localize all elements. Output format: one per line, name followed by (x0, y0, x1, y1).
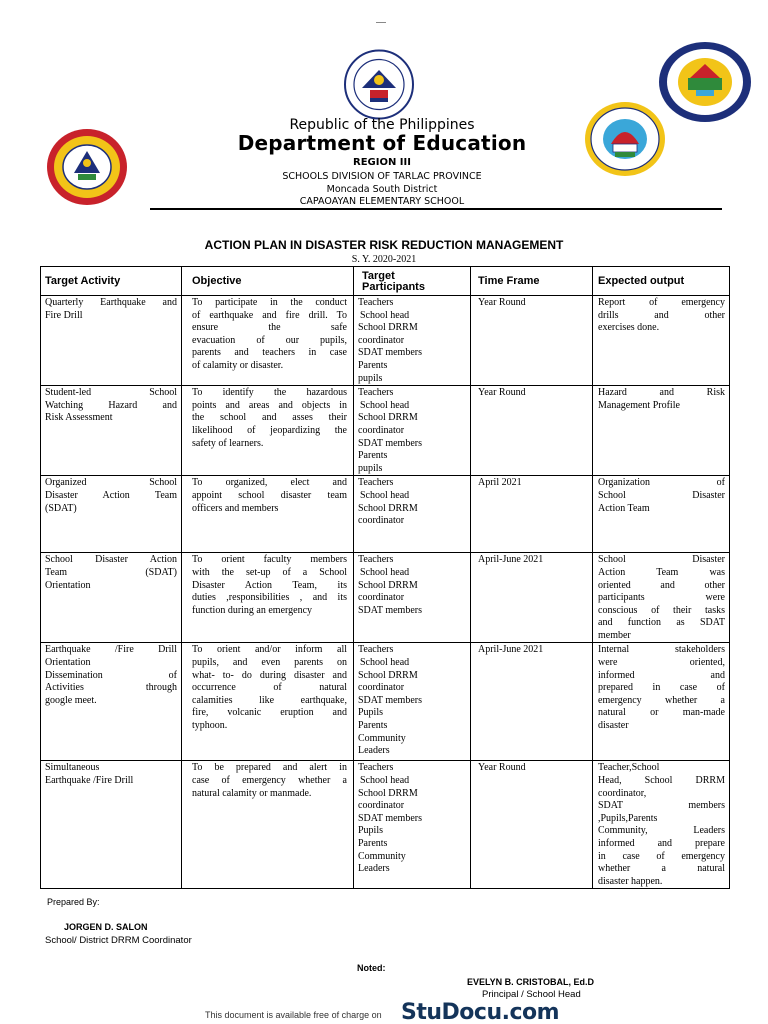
participants-line: School head (360, 489, 410, 501)
objective-line: appoint school disaster team (192, 489, 347, 501)
objective-line: safety of learners. (192, 437, 264, 449)
prepared-by-label: Prepared By: (47, 897, 100, 907)
participants-line: coordinator (358, 682, 405, 694)
activity-line: Orientation (45, 657, 91, 669)
participants-line: School head (360, 399, 410, 411)
output-line: Internal stakeholders (598, 644, 725, 656)
table-row (41, 386, 730, 476)
deped-seal-top (334, 48, 424, 121)
activity-line: Watching Hazard and (45, 399, 177, 411)
participants-line: Parents (358, 720, 388, 732)
activity-line: google meet. (45, 694, 97, 706)
document-title: ACTION PLAN IN DISASTER RISK REDUCTION MANAGEMENT (204, 238, 564, 252)
output-line: Report of emergency (598, 297, 725, 308)
participants-line: Teachers (358, 554, 394, 566)
cell-objective (182, 761, 354, 889)
output-line: Action Team was (598, 566, 725, 578)
cell-objective (182, 643, 354, 761)
cell-expected-output (593, 761, 730, 889)
school-year: S. Y. 2020-2021 (351, 254, 417, 265)
participants-line: coordinator (358, 800, 405, 812)
activity-line: Risk Assessment (45, 412, 113, 424)
header-objective (182, 267, 354, 296)
table-body (41, 296, 730, 889)
output-line: member (598, 629, 631, 641)
participants-line: School head (360, 566, 410, 578)
cell-expected-output (593, 643, 730, 761)
noted-by-name: EVELYN B. CRISTOBAL, Ed.D (467, 977, 595, 987)
objective-line: To orient and/or inform all (192, 644, 347, 656)
participants-line: Pupils (358, 707, 384, 719)
activity-line: Team (SDAT) (45, 566, 177, 578)
participants-line: coordinator (358, 334, 405, 346)
output-line: in case of emergency (598, 850, 725, 862)
output-line: Management Profile (598, 399, 680, 411)
objective-line: the school and asses their (192, 412, 347, 424)
cell-time-frame: April-June 2021 (471, 553, 593, 643)
participants-line: School head (360, 775, 410, 787)
activity-line: Dissemination of (45, 669, 177, 681)
output-line: natural or man-made (598, 707, 725, 719)
participants-line: Pupils (358, 825, 384, 837)
division-heading: SCHOOLS DIVISION OF TARLAC PROVINCE (282, 171, 482, 182)
cell-target-activity (41, 386, 182, 476)
activity-line: Activities through (45, 682, 177, 694)
participants-line: School DRRM (358, 502, 418, 514)
footer-note: This document is available free of charge on (205, 1010, 382, 1020)
objective-line: To organized, elect and (192, 477, 347, 489)
output-line: were oriented, (598, 657, 725, 669)
participants-line: School head (360, 657, 410, 669)
cell-time-frame: April-June 2021 (471, 643, 593, 761)
objective-line: what- to- do during disaster and (192, 669, 347, 681)
cell-target-participants (354, 386, 471, 476)
cell-time-frame: Year Round (471, 296, 593, 386)
district-heading: Moncada South District (326, 184, 438, 195)
header-target-participants (354, 267, 471, 296)
cell-target-activity (41, 296, 182, 386)
top-dash (376, 22, 386, 23)
table-row (41, 643, 730, 761)
republic-heading: Republic of the Philippines (289, 117, 475, 133)
cell-objective (182, 296, 354, 386)
objective-line: natural calamity or manmade. (192, 787, 312, 799)
output-line: ,Pupils,Parents (598, 812, 658, 824)
participants-line: School DRRM (358, 669, 418, 681)
cell-time-frame: Year Round (471, 386, 593, 476)
participants-line: coordinator (358, 592, 405, 604)
cell-time-frame: April 2021 (471, 476, 593, 553)
output-line: informed and (598, 669, 725, 681)
output-line: oriented and other (598, 579, 725, 591)
noted-label: Noted: (357, 963, 386, 973)
participants-line: Parents (358, 359, 388, 371)
participants-line: Teachers (358, 644, 394, 656)
header-expected-output: Expected output (593, 267, 730, 296)
objective-line: To be prepared and alert in (192, 762, 347, 774)
cell-target-activity (41, 553, 182, 643)
cell-expected-output (593, 386, 730, 476)
objective-line: pupils, and even parents on (192, 657, 347, 669)
output-line: coordinator, (598, 787, 647, 799)
participants-line: Leaders (358, 863, 390, 875)
objective-line: occurrence of natural (192, 682, 347, 694)
objective-line: To orient faculty members (192, 554, 347, 566)
output-line: Organization of (598, 477, 725, 489)
participants-line: SDAT members (358, 812, 422, 824)
output-line: emergency whether a (598, 694, 725, 706)
output-line: participants were (598, 592, 725, 604)
table-row (41, 761, 730, 889)
output-line: disaster happen. (598, 875, 663, 887)
objective-line: parents and teachers in case (192, 347, 347, 359)
cell-objective (182, 386, 354, 476)
table-row (41, 476, 730, 553)
participants-line: SDAT members (358, 604, 422, 616)
cell-expected-output (593, 476, 730, 553)
output-line: whether a natural (598, 863, 725, 875)
participants-line: pupils (358, 372, 383, 384)
participants-line: Parents (358, 450, 388, 462)
output-line: prepared in case of (598, 682, 725, 694)
participants-line: School DRRM (358, 787, 418, 799)
school-heading: CAPAOAYAN ELEMENTARY SCHOOL (299, 196, 465, 207)
participants-line: Leaders (358, 745, 390, 757)
objective-line: with the set-up of a School (192, 566, 347, 578)
table-header-row (41, 267, 730, 296)
objective-line: case of emergency whether a (192, 775, 347, 787)
output-line: conscious of their tasks (598, 604, 725, 616)
camangaan-school-seal (650, 40, 760, 124)
output-line: SDAT members (598, 800, 725, 812)
objective-line: To identify the hazardous (192, 387, 347, 399)
participants-line: Teachers (358, 387, 394, 399)
objective-line: calamities like earthquake, (192, 694, 347, 706)
objective-line: likelihood of jeopardizing the (192, 424, 347, 436)
table-row (41, 296, 730, 386)
objective-line: duties ,responsibilities , and its (192, 592, 347, 604)
cell-target-participants (354, 761, 471, 889)
activity-line: Earthquake /Fire Drill (45, 775, 134, 787)
participants-line: Parents (358, 838, 388, 850)
cell-time-frame: Year Round (471, 761, 593, 889)
objective-line: function during an emergency (192, 604, 313, 616)
header-objective-label: Objective (192, 275, 242, 287)
participants-line: Teachers (358, 762, 394, 774)
participants-line: SDAT members (358, 347, 422, 359)
output-line: Community, Leaders (598, 825, 725, 837)
output-line: Teacher,School (598, 762, 660, 774)
activity-line: Simultaneous (45, 762, 100, 774)
header-target-activity: Target Activity (41, 267, 182, 296)
prepared-by-role: School/ District DRRM Coordinator (45, 935, 192, 946)
participants-line: coordinator (358, 424, 405, 436)
objective-line: To participate in the conduct (192, 297, 347, 308)
department-heading: Department of Education (237, 131, 527, 155)
output-line: Action Team (598, 502, 650, 514)
objective-line: officers and members (192, 502, 279, 514)
objective-line: typhoon. (192, 720, 228, 732)
cell-target-participants (354, 553, 471, 643)
activity-line: Organized School (45, 477, 177, 489)
participants-line: Teachers (358, 297, 394, 308)
activity-line: Student-led School (45, 387, 177, 399)
objective-line: evacuation of our pupils, (192, 334, 347, 346)
output-line: drills and other (598, 309, 725, 321)
participants-line: School DRRM (358, 579, 418, 591)
objective-line: Disaster Action Team, its (192, 579, 347, 591)
output-line: Head, School DRRM (598, 775, 725, 787)
activity-line: Earthquake /Fire Drill (45, 644, 177, 656)
prepared-by-name: JORGEN D. SALON (64, 922, 148, 932)
cell-target-activity (41, 643, 182, 761)
header-participants-line-2: Participants (362, 280, 425, 293)
header-time-frame: Time Frame (471, 267, 593, 296)
objective-line: of earthquake and fire drill. To (192, 309, 347, 321)
noted-by-role: Principal / School Head (482, 989, 581, 1000)
participants-line: Community (358, 850, 406, 862)
participants-line: Teachers (358, 477, 394, 489)
participants-line: Community (358, 732, 406, 744)
participants-line: School head (360, 309, 410, 321)
objective-line: of calamity or disaster. (192, 359, 284, 371)
cell-target-activity (41, 761, 182, 889)
objective-line: points and areas and objects in (192, 399, 347, 411)
activity-line: Fire Drill (45, 309, 83, 321)
objective-line: ensure the safe (192, 322, 347, 334)
header-participants-line-1: Target (362, 269, 395, 282)
participants-line: coordinator (358, 515, 405, 527)
studocu-brand-link[interactable]: StuDocu.com (401, 1000, 560, 1024)
participants-line: SDAT members (358, 437, 422, 449)
region-heading: REGION III (353, 157, 411, 168)
output-line: exercises done. (598, 322, 660, 334)
participants-line: SDAT members (358, 694, 422, 706)
output-line: informed and prepare (598, 838, 725, 850)
objective-line: fire, volcanic eruption and (192, 707, 347, 719)
header-divider (150, 208, 722, 210)
participants-line: pupils (358, 462, 383, 474)
output-line: Hazard and Risk (598, 387, 725, 399)
cell-target-participants (354, 296, 471, 386)
activity-line: Disaster Action Team (45, 489, 177, 501)
activity-line: Orientation (45, 579, 91, 591)
table-row (41, 553, 730, 643)
cell-target-participants (354, 643, 471, 761)
output-line: School Disaster (598, 489, 725, 501)
output-line: disaster (598, 720, 629, 732)
activity-line: School Disaster Action (45, 554, 177, 566)
output-line: School Disaster (598, 554, 725, 566)
cell-expected-output (593, 296, 730, 386)
participants-line: School DRRM (358, 322, 418, 334)
activity-line: Quarterly Earthquake and (45, 297, 177, 308)
action-plan-table (40, 266, 730, 889)
participants-line: School DRRM (358, 412, 418, 424)
output-line: and function as SDAT (598, 617, 725, 629)
cell-objective (182, 476, 354, 553)
cell-expected-output (593, 553, 730, 643)
cell-target-activity (41, 476, 182, 553)
activity-line: (SDAT) (45, 502, 77, 514)
cell-target-participants (354, 476, 471, 553)
cell-objective (182, 553, 354, 643)
